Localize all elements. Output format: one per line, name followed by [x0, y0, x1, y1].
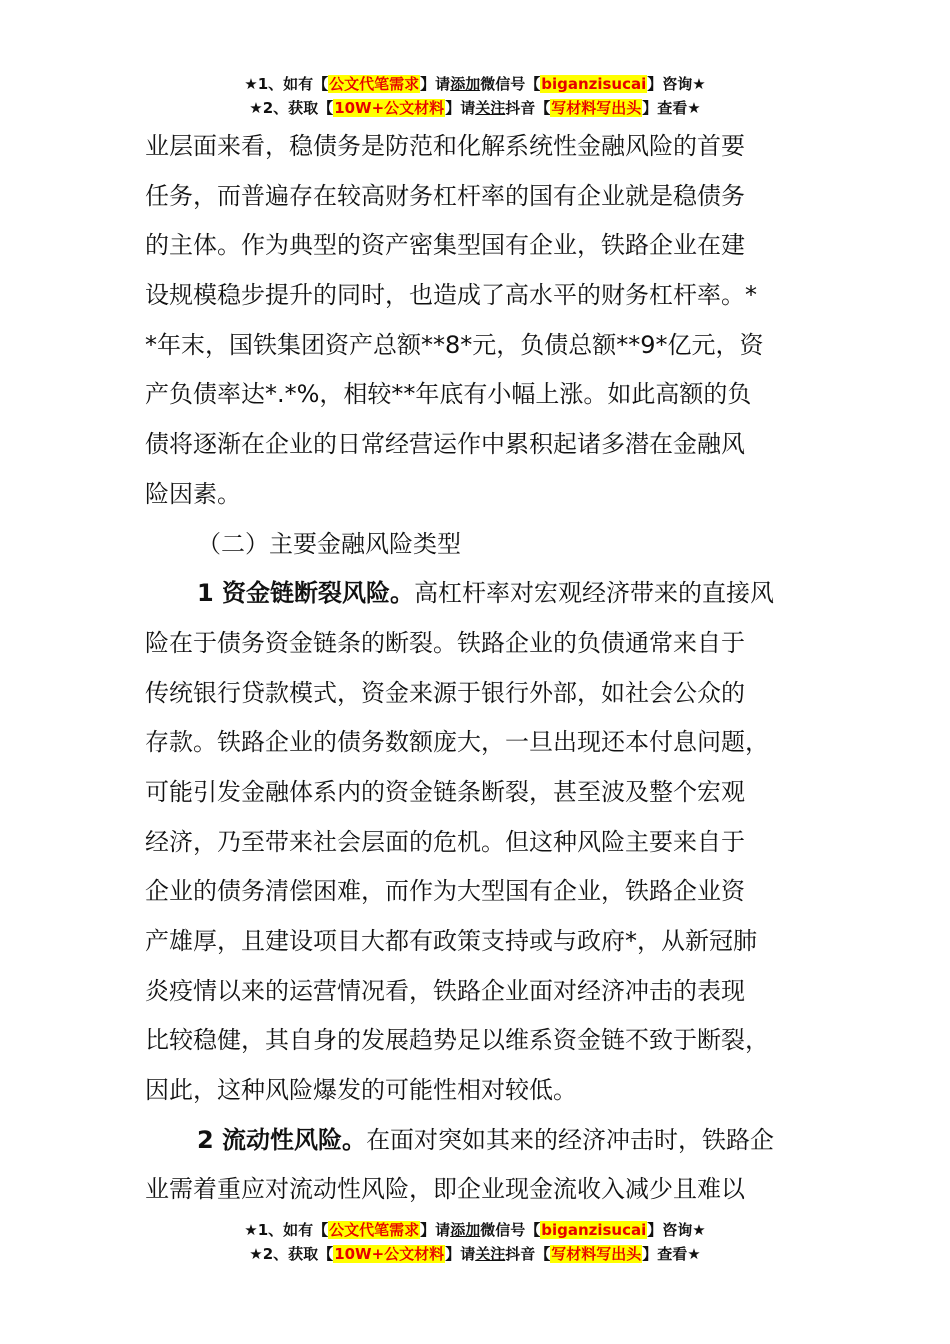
- body-line: 因此，这种风险爆发的可能性相对较低。: [145, 1076, 577, 1105]
- body-line: 业层面来看，稳债务是防范和化解系统性金融风险的首要: [145, 132, 745, 160]
- body-line: 经济，乃至带来社会层面的危机。但这种风险主要来自于: [145, 827, 745, 856]
- highlight-service: 公文代笔需求: [329, 75, 420, 93]
- body-line: 比较稳健，其自身的发展趋势足以维系资金链不致于断裂，: [145, 1026, 769, 1055]
- banner-text: 微信号【: [480, 75, 541, 93]
- banner-text: ★2、获取【: [249, 1245, 334, 1263]
- banner-line-1: [0, 1218, 950, 1242]
- highlight-douyin: 写材料写出头: [551, 99, 642, 117]
- underlined-text: 关注: [475, 1245, 506, 1263]
- banner-text: 】请: [445, 99, 476, 117]
- body-line: 险在于债务资金链条的断裂。铁路企业的负债通常来自于: [145, 628, 745, 657]
- body-line: 的主体。作为典型的资产密集型国有企业，铁路企业在建: [145, 231, 745, 260]
- banner-text: 抖音【: [505, 99, 551, 117]
- body-line: 产负债率达*.*%，相较**年底有小幅上涨。如此高额的负: [145, 380, 752, 409]
- item-2-title: 2 流动性风险。: [197, 1125, 367, 1154]
- body-line: 企业的债务清偿困难，而作为大型国有企业，铁路企业资: [145, 877, 745, 906]
- underlined-text: 添加: [450, 1221, 481, 1239]
- banner-text: ★1、如有【: [244, 75, 329, 93]
- item-2-first-line: [145, 1116, 810, 1166]
- highlight-materials: 10W+公文材料: [334, 1245, 445, 1263]
- banner-text: 】咨询★: [647, 75, 706, 93]
- body-line: 业需着重应对流动性风险，即企业现金流收入减少且难以: [145, 1175, 745, 1204]
- body-line: 传统银行贷款模式，资金来源于银行外部，如社会公众的: [145, 678, 745, 707]
- item-1-title: 1 资金链断裂风险。: [197, 579, 415, 608]
- document-body: [145, 122, 810, 1215]
- banner-text: 抖音【: [505, 1245, 551, 1263]
- banner-text: 】咨询★: [647, 1221, 706, 1239]
- highlight-service: 公文代笔需求: [329, 1221, 420, 1239]
- highlight-wechat-id: biganzisucai: [541, 75, 647, 93]
- banner-text: ★1、如有【: [244, 1221, 329, 1239]
- body-line: 债将逐渐在企业的日常经营运作中累积起诸多潜在金融风: [145, 430, 745, 459]
- highlight-materials: 10W+公文材料: [334, 99, 445, 117]
- banner-text: 】请: [420, 75, 451, 93]
- body-line: *年末，国铁集团资产总额**8*元，负债总额**9*亿元，资: [145, 330, 764, 359]
- item-2-text: 在面对突如其来的经济冲击时，铁路企: [366, 1125, 775, 1154]
- highlight-douyin: 写材料写出头: [551, 1245, 642, 1263]
- highlight-wechat-id: biganzisucai: [541, 1221, 647, 1239]
- body-line: 存款。铁路企业的债务数额庞大，一旦出现还本付息问题，: [145, 728, 769, 757]
- header-banner: [0, 72, 950, 120]
- underlined-text: 关注: [475, 99, 506, 117]
- underlined-text: 添加: [450, 75, 481, 93]
- body-line: 可能引发金融体系内的资金链条断裂，甚至波及整个宏观: [145, 777, 745, 806]
- banner-text: 】查看★: [642, 1245, 701, 1263]
- body-line: 险因素。: [145, 479, 241, 508]
- banner-line-1: [0, 72, 950, 96]
- banner-text: 微信号【: [480, 1221, 541, 1239]
- body-line: 炎疫情以来的运营情况看，铁路企业面对经济冲击的表现: [145, 976, 745, 1005]
- body-line: 产雄厚，且建设项目大都有政策支持或与政府*，从新冠肺: [145, 927, 757, 955]
- banner-text: 】请: [420, 1221, 451, 1239]
- banner-line-2: [0, 96, 950, 120]
- section-heading: （二）主要金融风险类型: [197, 529, 461, 558]
- item-1-first-line: [145, 569, 810, 619]
- body-line: 设规模稳步提升的同时，也造成了高水平的财务杠杆率。*: [145, 281, 757, 310]
- banner-text: 】查看★: [642, 99, 701, 117]
- footer-banner: [0, 1218, 950, 1266]
- banner-line-2: [0, 1242, 950, 1266]
- body-line: 任务，而普遍存在较高财务杠杆率的国有企业就是稳债务: [145, 181, 745, 210]
- banner-text: 】请: [445, 1245, 476, 1263]
- banner-text: ★2、获取【: [249, 99, 334, 117]
- item-1-text: 高杠杆率对宏观经济带来的直接风: [414, 579, 775, 608]
